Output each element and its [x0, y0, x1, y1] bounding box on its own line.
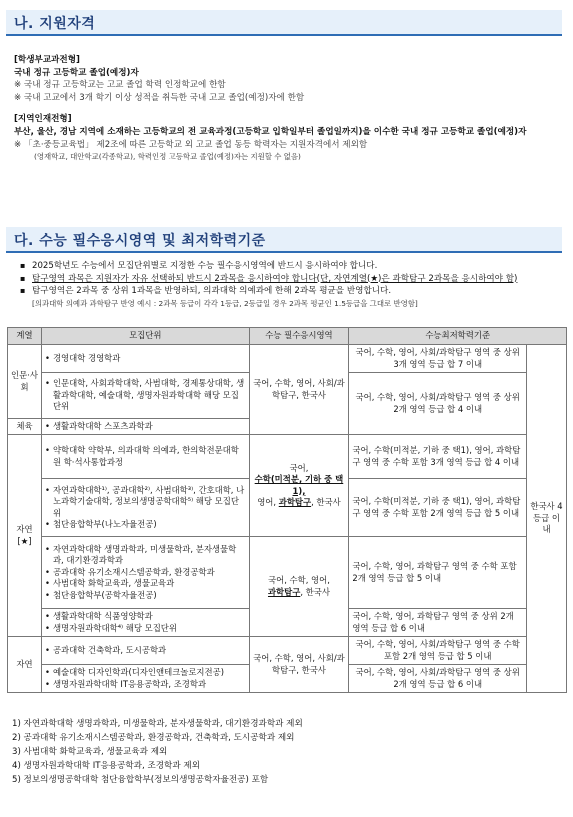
footnote: 5) 정보의생명공학대학 첨단융합학부(정보의생명공학자율전공) 포함 [12, 775, 269, 785]
student-track-label: [학생부교과전형] [14, 55, 80, 65]
bullet-note: [의과대학 의예과 과학탐구 반영 예시 : 2과목 등급이 각각 1등급, 2등급일 경우 2과목 평균인 1.5등급을 그대로 반영함] [32, 298, 418, 308]
header-field: 계열 [8, 328, 42, 345]
criteria-cell: 국어, 수학(미적분, 기하 중 택1), 영어, 과학탐구 영역 중 수학 포함 2개 영역 등급 합 5 이내 [349, 479, 527, 537]
table-header-row [8, 328, 567, 345]
unit-cell: • 공과대학 건축학과, 도시공학과 [41, 637, 249, 665]
unit-cell: • 경영대학 경영학과 [41, 345, 249, 373]
footnote: 2) 공과대학 유기소재시스템공학과, 환경공학과, 건축학과, 도시공학과 제외 [12, 733, 295, 743]
bullet-item: ▪ 탐구영역 과목은 지원자가 자유 선택하되 반드시 2과목을 응시하여야 합니다(단, 자연계열(★)은 과학탐구 2과목을 응시하여야 함) [20, 273, 560, 286]
korean-history-cell: 한국사 4등급 이내 [527, 345, 567, 693]
unit-cell: • 예술대학 디자인학과(디자인앤테크놀로지전공) • 생명자원과학대학 IT응용공학과, 조경학과 [41, 665, 249, 693]
header-unit: 모집단위 [41, 328, 249, 345]
footnote: 3) 사범대학 화학교육과, 생물교육과 제외 [12, 747, 168, 757]
footnote: 1) 자연과학대학 생명과학과, 미생물학과, 분자생물학과, 대기환경과학과 제외 [12, 719, 303, 729]
section-title: 다. 수능 필수응시영역 및 최저학력기준 [14, 233, 266, 249]
header-required: 수능 필수응시영역 [249, 328, 349, 345]
required-cell: 국어, 수학(미적분, 기하 중 택1), 영어, 과학탐구, 한국사 [249, 435, 349, 537]
field-cell: 자연 [8, 637, 42, 693]
required-cell: 국어, 수학, 영어, 사회/과학탐구, 한국사 [249, 345, 349, 435]
student-note: ※ 국내 고교에서 3개 학기 이상 성적을 취득한 국내 고교 졸업(예정)자에 한함 [14, 92, 305, 103]
required-cell: 국어, 수학, 영어, 사회/과학탐구, 한국사 [249, 637, 349, 693]
region-track-main: 부산, 울산, 경남 지역에 소재하는 고등학교의 전 교육과정(고등학교 입학일부터 졸업일까지)을 이수한 국내 정규 고등학교 졸업(예정)자 [14, 126, 527, 137]
criteria-cell: 국어, 수학, 영어, 사회/과학탐구 영역 중 상위 3개 영역 등급 합 7 이내 [349, 345, 527, 373]
unit-cell: • 약학대학 약학부, 의과대학 의예과, 한의학전문대학원 학·석사통합과정 [41, 435, 249, 479]
table-row [8, 537, 567, 609]
unit-cell: • 인문대학, 사회과학대학, 사범대학, 경제통상대학, 생활과학대학, 예술대학, 생명자원과학대학 해당 모집단위 [41, 373, 249, 419]
unit-cell: • 자연과학대학¹⁾, 공과대학²⁾, 사범대학³⁾, 간호대학, 나노과학기술대학, 정보의생명공학대학⁵⁾ 해당 모집단위 • 첨단융합학부(나노자율전공) [41, 479, 249, 537]
csat-bullets [20, 260, 560, 310]
bullet-item: ▪ 탐구영역은 2과목 중 상위 1과목을 반영하되, 의과대학 의예과에 한해 2과목 평균을 반영합니다. [20, 285, 560, 298]
field-cell: 인문·사회 [8, 345, 42, 419]
table-row [8, 637, 567, 665]
criteria-table [7, 327, 567, 693]
student-track-main: 국내 정규 고등학교 졸업(예정)자 [14, 67, 139, 78]
criteria-cell: 국어, 수학(미적분, 기하 중 택1), 영어, 과학탐구 영역 중 수학 포함 3개 영역 등급 합 4 이내 [349, 435, 527, 479]
section-header-eligibility [6, 10, 562, 36]
unit-cell: • 생활과학대학 식품영양학과 • 생명자원과학대학⁴⁾ 해당 모집단위 [41, 609, 249, 637]
region-track-label: [지역인재전형] [14, 114, 72, 125]
student-note: ※ 국내 정규 고등학교는 고교 졸업 학력 인정학교에 한함 [14, 80, 226, 91]
region-note: ※ 「초·중등교육법」 제2조에 따른 고등학교 외 고교 졸업 동등 학력자는 지원자격에서 제외함 [14, 139, 368, 150]
field-cell: 자연 [★] [8, 435, 42, 637]
criteria-cell: 국어, 수학, 영어, 과학탐구 영역 중 수학 포함 2개 영역 등급 합 5 이내 [349, 537, 527, 609]
footnotes [12, 717, 303, 787]
criteria-cell: 국어, 수학, 영어, 과학탐구 영역 중 상위 2개 영역 등급 합 6 이내 [349, 609, 527, 637]
bullet-item: ▪ 2025학년도 수능에서 모집단위별로 지정한 수능 필수응시영역에 반드시 응시하여야 합니다. [20, 260, 560, 273]
required-cell: 국어, 수학, 영어, 과학탐구, 한국사 [249, 537, 349, 637]
eligibility-body [14, 54, 564, 164]
header-criteria: 수능최저학력기준 [349, 328, 567, 345]
criteria-cell: 국어, 수학, 영어, 사회/과학탐구 영역 중 상위 2개 영역 등급 합 6 이내 [349, 665, 527, 693]
section-title: 나. 지원자격 [14, 16, 96, 32]
table-row [8, 435, 567, 479]
unit-cell: • 생활과학대학 스포츠과학과 [41, 419, 249, 435]
unit-cell: • 자연과학대학 생명과학과, 미생물학과, 분자생물학과, 대기환경과학과 • 공과대학 유기소재시스템공학과, 환경공학과 • 사범대학 화학교육과, 생물교육과 • 첨단융합학부(공학자율전공) [41, 537, 249, 609]
criteria-cell: 국어, 수학, 영어, 사회/과학탐구 영역 중 상위 2개 영역 등급 합 4 이내 [349, 373, 527, 435]
footnote: 4) 생명자원과학대학 IT응용공학과, 조경학과 제외 [12, 761, 200, 771]
criteria-cell: 국어, 수학, 영어, 사회/과학탐구 영역 중 수학 포함 2개 영역 등급 합 5 이내 [349, 637, 527, 665]
region-note-small: (영재학교, 대안학교(각종학교), 학력인정 고등학교 졸업(예정)자는 지원할 수 없음) [34, 152, 301, 162]
table-row [8, 345, 567, 373]
field-cell: 체육 [8, 419, 42, 435]
section-header-csat [6, 227, 562, 253]
